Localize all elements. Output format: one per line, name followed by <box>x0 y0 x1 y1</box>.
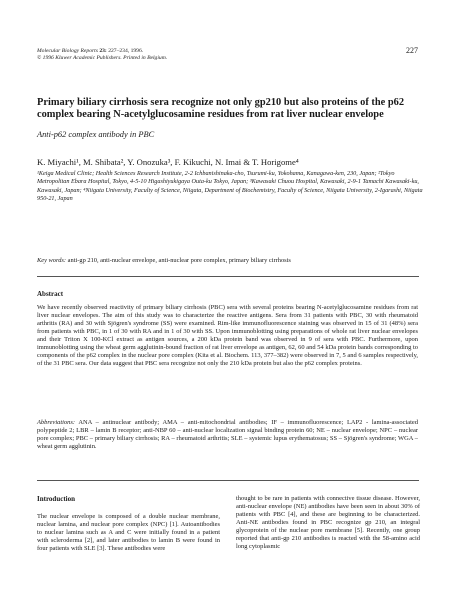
journal-name: Molecular Biology Reports <box>37 48 98 54</box>
paper-title: Primary biliary cirrhosis sera recognize not only gp210 but also proteins of the p62 complex bearing N-acetylglucosamine residues from rat liver nuclear envelope <box>37 97 405 120</box>
abstract-text: We have recently observed reactivity of primary biliary cirrhosis (PBC) sera with several proteins bearing N-acetylglucosamine residues from rat liver nuclear envelopes. The aim of this study was to characterize the reactive antigens. Sera from 31 patients with PBC, 30 with rheumatoid arthritis (RA) and 30 with Sjögren's syndrome (SS) were examined. Rim-like immunofluorescence staining was observed in 15 of 31 (48%) sera from patients with PBC, in 1 of 30 with RA and in 1 of 30 with SS. Upon immunoblotting using preparations of whole rat liver nuclear envelopes and their Triton X 100-KCl extract as antigen sources, a 200 kDa protein band was observed in 9 of sera with PBC. Furthermore, upon immunoblotting using the wheat germ agglutinin-bound fraction of rat liver envelope as antigen, 62, 60 and 54 kDa protein bands corresponding to components of the p62 complex in the nuclear pore complex (Kita et al. Biochem. 113, 377–382) were observed in 7, 5 and 6 samples respectively, of the 31 PBC sera. Our data suggest that PBC sera recognize not only the 210 kDa protein but also the p62 complex proteins. <box>37 304 418 368</box>
author-list: K. Miyachi¹, M. Shibata², Y. Onozuka³, F. Kikuchi, N. Imai & T. Horigome⁴ <box>37 157 299 167</box>
paper-subtitle: Anti-p62 complex antibody in PBC <box>37 130 155 139</box>
introduction-right-column: thought to be rare in patients with connective tissue disease. However, anti-nuclear envelope (NE) antibodies have been seen in about 30% of patients with PBC [4], and these are beginning to be characterized. Anti-NE antibodies found in PBC recognize gp 210, an integral glycoprotein of the nuclear pore membrane [5]. Recently, one group reported that anti-gp 210 antibodies is reacted with the 58-amino acid long cytoplasmic <box>236 495 420 551</box>
abbreviations-text: ANA – antinuclear antibody; AMA – anti-mitochondrial antibodies; IF – immunofluorescence; LAP2 - lamina-associated polypeptide 2; LBR – lamin B receptor; anti-NBP 60 – anti-nuclear localization signal binding protein 60; NE – nuclear envelope; NPC – nuclear pore complex; PBC – primary biliary cirrhosis; RA – rheumatoid arthritis; SLE – systemic lupus erythematosus; SS – Sjögren's syndrome; WGA – wheat germ agglutinin. <box>37 419 418 451</box>
section-divider <box>37 276 419 277</box>
section-divider <box>37 480 419 481</box>
journal-citation <box>37 48 167 55</box>
journal-volume: 23: <box>99 48 107 54</box>
affiliations: ¹Keiga Medical Clinic; Health Sciences Research Institute, 2-2 Ichbanishinaka-cho, Tsurumi-ku, Yokohama, Kanagawa-ken, 230, Japan; ²Tokyo Metropolitan Ebara Hospital, Tokyo, 4-5-10 Higashiyukigaya Outa-ku Tokyo, Japan; ³Kawasaki Chuou Hospital, Kawasaki, 2-9-1 Tamachi Kawasaki-ku, Kawasaki, Japan; ⁴Niigata University, Faculty of Science, Niigata, Department of Biochemistry, Faculty of Science, Niigata University, 2-Igarashi, Niigata 950-21, Japan <box>37 170 423 202</box>
journal-pages: 227–234, 1996. <box>108 48 144 54</box>
introduction-left-column: The nuclear envelope is composed of a double nuclear membrane, nuclear lamina, and nuclear pore complex (NPC) [1]. Autoantibodies to nuclear lamina such as A and C were initially found in a patient with scleroderma [2], and later antibodies to lamin B were found in four patients with SLE [3]. These antibodies were <box>37 513 220 553</box>
page-number: 227 <box>406 46 418 55</box>
keywords-value: anti-gp 210, anti-nuclear envelope, anti-nuclear pore complex, primary biliary cirrhosis <box>67 257 291 264</box>
introduction-heading: Introduction <box>37 495 75 503</box>
abbreviations <box>37 419 418 451</box>
keywords-label: Key words: <box>37 257 67 264</box>
journal-copyright: © 1996 Kluwer Academic Publishers. Printed in Belgium. <box>37 55 168 61</box>
keywords <box>37 257 427 264</box>
journal-header <box>37 48 167 62</box>
abbreviations-label: Abbreviations: <box>37 419 76 426</box>
abstract-heading: Abstract <box>37 290 64 298</box>
